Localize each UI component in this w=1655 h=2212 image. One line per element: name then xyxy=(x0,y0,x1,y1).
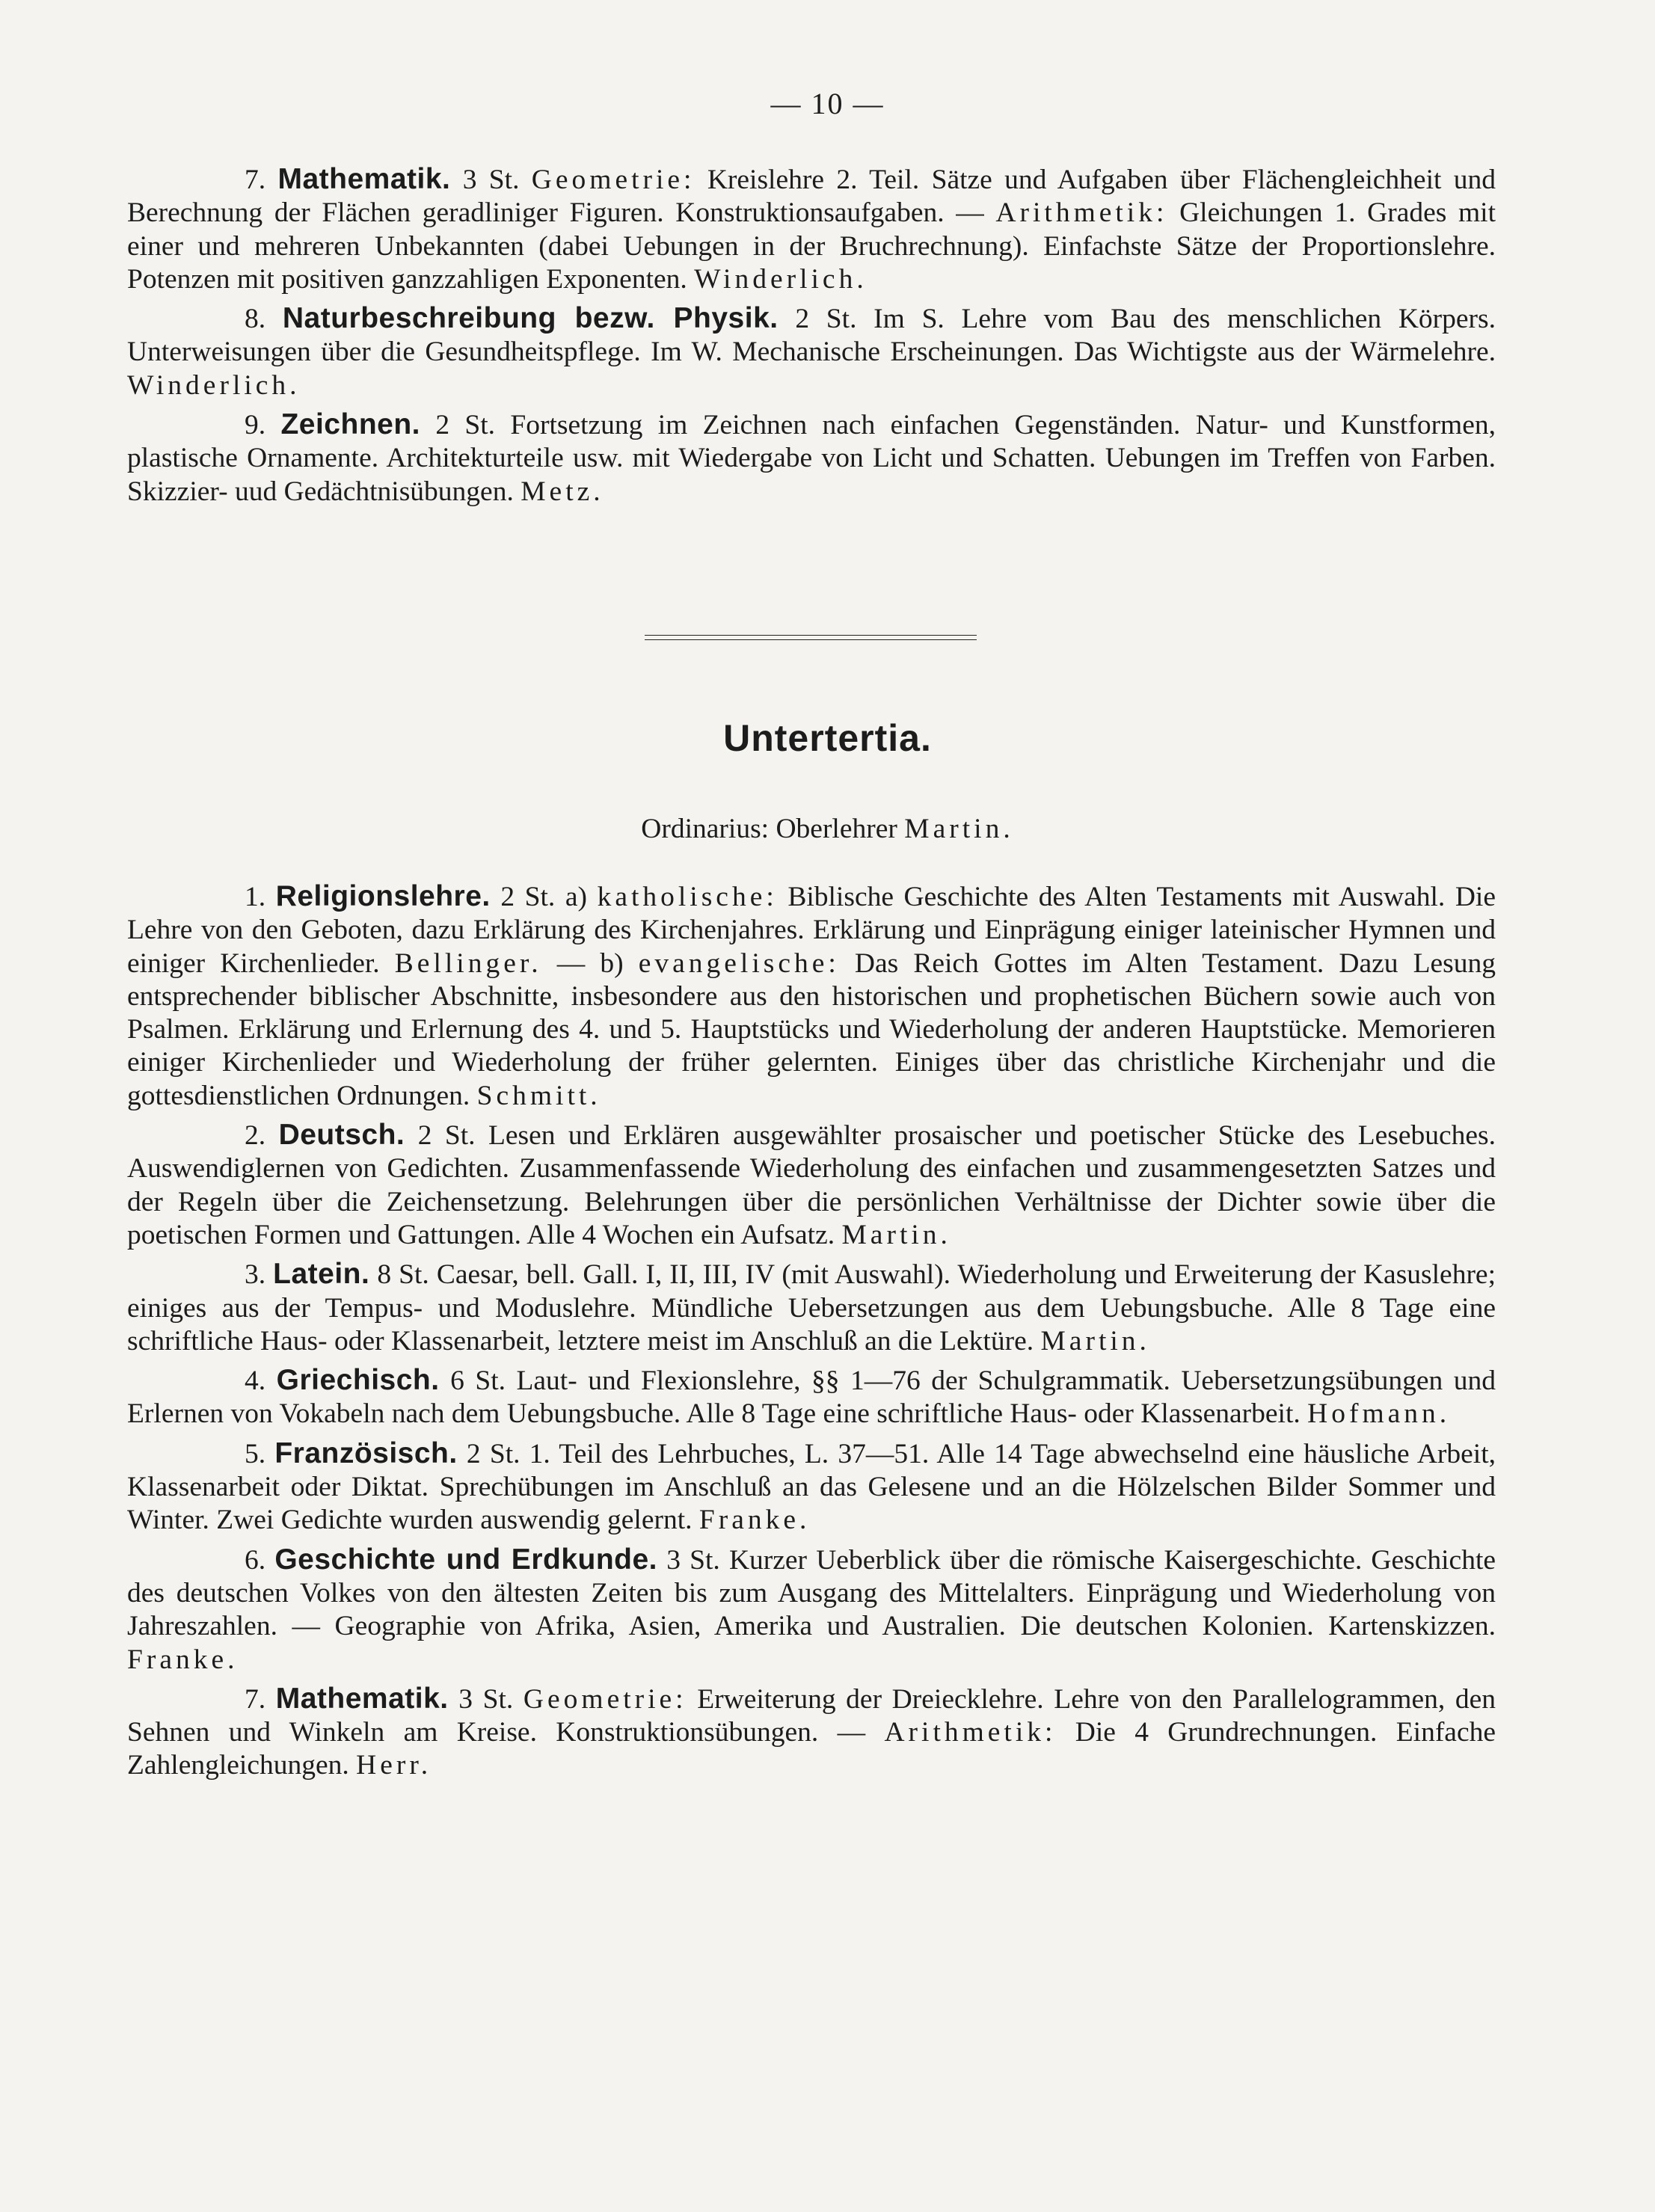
spaced-term: Herr. xyxy=(356,1750,432,1781)
spaced-term: Arithmetik: xyxy=(995,197,1168,229)
page-number: — 10 — xyxy=(770,87,885,120)
subject-paragraph xyxy=(127,1437,1496,1537)
subject-heading: Mathematik. xyxy=(277,163,451,195)
section-title: Untertertia. xyxy=(723,717,932,759)
subject-paragraph xyxy=(127,880,1496,1113)
subject-paragraph xyxy=(127,163,1496,296)
body-text: 3 St. Kurzer Ueberblick über die römische Kaisergeschichte. Geschichte des deutschen Volkes von den ältesten Zeiten bis zum Ausgang des Mittelalters. Einprägung und Wiederholung von Jahreszahlen. — Geographie von Afrika, Asien, Amerika und Australien. Die deutschen Kolonien. Kartenskizzen. xyxy=(127,1544,1496,1642)
body-text: 2 St. a) xyxy=(490,882,598,912)
body-text: 2 St. Im S. Lehre vom Bau des menschlichen Körpers. Unterweisungen über die Gesundheitspflege. Im W. Mechanische Erscheinungen. Das Wichtigste aus der Wärmelehre. xyxy=(127,304,1496,368)
upper-section xyxy=(127,163,1496,514)
body-text: 2 St. Fortsetzung im Zeichnen nach einfachen Gegenständen. Natur- und Kunstformen, plastische Ornamente. Architekturteile usw. mit Wiedergabe von Licht und Schatten. Uebungen im Treffen von Farben. Skizzier- uud Gedächtnisübungen. xyxy=(127,410,1496,507)
spaced-term: Hofmann. xyxy=(1307,1398,1451,1430)
body-text: Gleichungen 1. Grades mit einer und mehreren Unbekannten (dabei Uebungen in der Bruchrechnung). Einfachste Sätze der Proportionslehre. Potenzen mit positiven ganzzahligen Exponenten. xyxy=(127,197,1496,295)
body-text: Kreislehre 2. Teil. Sätze und Aufgaben über Flächengleichheit und Berechnung der Flächen geradliniger Figuren. Konstruktionsaufgaben. — xyxy=(127,165,1496,229)
body-text: — b) xyxy=(541,947,639,979)
ordinarius-name: Martin. xyxy=(904,814,1014,844)
body-text: 6 St. Laut- und Flexionslehre, §§ 1—76 der Schulgrammatik. Uebersetzungsübungen und Erlernen von Vokabeln nach dem Uebungsbuche. Alle 8 Tage eine schriftliche Haus- oder Klassenarbeit. xyxy=(127,1365,1496,1430)
spaced-term: Franke. xyxy=(698,1505,811,1536)
spaced-term: katholische: xyxy=(597,882,778,912)
subject-paragraph xyxy=(127,1364,1496,1431)
subject-paragraph xyxy=(127,1543,1496,1677)
spaced-term: Martin. xyxy=(841,1219,951,1250)
spaced-term: Winderlich. xyxy=(694,263,868,295)
spaced-term: Bellinger. xyxy=(394,947,542,979)
body-text: 2 St. 1. Teil des Lehrbuches, L. 37—51. Alle 14 Tage abwechselnd eine häusliche Arbeit, Klassenarbeit oder Diktat. Sprechübungen im Anschluß an das Gelesene und an die Hölzelschen Bilder Sommer und Winter. Zwei Gedichte wurden auswendig gelernt. xyxy=(127,1438,1496,1536)
spaced-term: Winderlich. xyxy=(127,369,301,401)
subject-number: 5. xyxy=(245,1438,275,1469)
body-text: 3 St. xyxy=(450,165,532,195)
subject-number: 8. xyxy=(245,304,283,335)
spaced-term: Geometrie: xyxy=(531,165,696,195)
subject-heading: Zeichnen. xyxy=(280,408,420,441)
subject-paragraph xyxy=(127,1119,1496,1252)
subject-number: 2. xyxy=(245,1120,279,1152)
body-text: Das Reich Gottes im Alten Testament. Dazu Lesung entsprechender biblischer Abschnitte, insbesondere aus den historischen und prophetischen Büchern sowie auch von Psalmen. Erklärung und Erlernung des 4. und 5. Hauptstücks und Wiederholung der anderen Hauptstücke. Memorieren einiger Kirchenlieder und Wiederholung der früher gelernten. Einiges über das christliche Kirchenjahr und die gottesdienstlichen Ordnungen. xyxy=(127,947,1496,1111)
subject-paragraph xyxy=(127,302,1496,402)
subject-number: 6. xyxy=(245,1544,275,1576)
subject-heading: Deutsch. xyxy=(278,1119,405,1152)
lower-section xyxy=(127,880,1496,1789)
subject-heading: Naturbeschreibung bezw. Physik. xyxy=(282,302,779,335)
subject-number: 7. xyxy=(245,165,278,195)
subject-heading: Latein. xyxy=(273,1258,370,1291)
body-text: Die 4 Grundrechnungen. Einfache Zahlengleichungen. xyxy=(127,1717,1496,1781)
body-text: Erweiterung der Dreiecklehre. Lehre von den Parallelogrammen, den Sehnen und Winkeln am Kreise. Konstruktionsübungen. — xyxy=(127,1683,1496,1748)
spaced-term: evangelische: xyxy=(638,947,840,979)
body-text: 2 St. Lesen und Erklären ausgewählter prosaischer und poetischer Stücke des Lesebuches. Auswendiglernen von Gedichten. Zusammenfassende Wiederholung des einfachen und zusammengesetzten Satzes und der Regeln über die Zeichensetzung. Belehrungen über die persönlichen Verhältnisse der Dichter sowie über die poetischen Formen und Gattungen. Alle 4 Wochen ein Aufsatz. xyxy=(127,1120,1496,1250)
ordinarius-line xyxy=(0,813,1655,845)
subject-heading: Mathematik. xyxy=(275,1682,449,1715)
spaced-term: Schmitt. xyxy=(476,1080,601,1111)
subject-number: 7. xyxy=(245,1683,276,1715)
section-divider xyxy=(645,635,977,640)
body-text: Biblische Geschichte des Alten Testaments mit Auswahl. Die Lehre von den Geboten, dazu Erklärung des Kirchenjahres. Erklärung und Einprägung einiger lateinischer Hymnen und einiger Kirchenlieder. xyxy=(127,882,1496,979)
subject-heading: Religionslehre. xyxy=(275,880,491,912)
subject-number: 3. xyxy=(245,1259,274,1291)
body-text: 3 St. xyxy=(448,1683,523,1715)
spaced-term: Martin. xyxy=(1040,1325,1150,1357)
spaced-term: Franke. xyxy=(127,1644,239,1675)
subject-heading: Französisch. xyxy=(274,1437,458,1469)
spaced-term: Metz. xyxy=(521,476,604,507)
subject-number: 9. xyxy=(245,410,281,441)
subject-heading: Geschichte und Erdkunde. xyxy=(274,1543,658,1576)
body-text: 8 St. Caesar, bell. Gall. I, II, III, IV (mit Auswahl). Wiederholung und Erweiterung der Kasuslehre; einiges aus der Tempus- und Moduslehre. Mündliche Uebersetzungen aus dem Uebungsbuche. Alle 8 Tage eine schriftliche Haus- oder Klassenarbeit, letztere meist im Anschluß an die Lektüre. xyxy=(127,1259,1496,1357)
subject-paragraph xyxy=(127,1258,1496,1358)
ordinarius-label: Ordinarius: Oberlehrer xyxy=(641,814,905,844)
spaced-term: Arithmetik: xyxy=(884,1717,1057,1748)
subject-number: 1. xyxy=(245,882,276,912)
subject-paragraph xyxy=(127,408,1496,509)
subject-paragraph xyxy=(127,1683,1496,1783)
subject-heading: Griechisch. xyxy=(276,1364,440,1397)
spaced-term: Geometrie: xyxy=(523,1683,687,1715)
subject-number: 4. xyxy=(245,1365,277,1397)
